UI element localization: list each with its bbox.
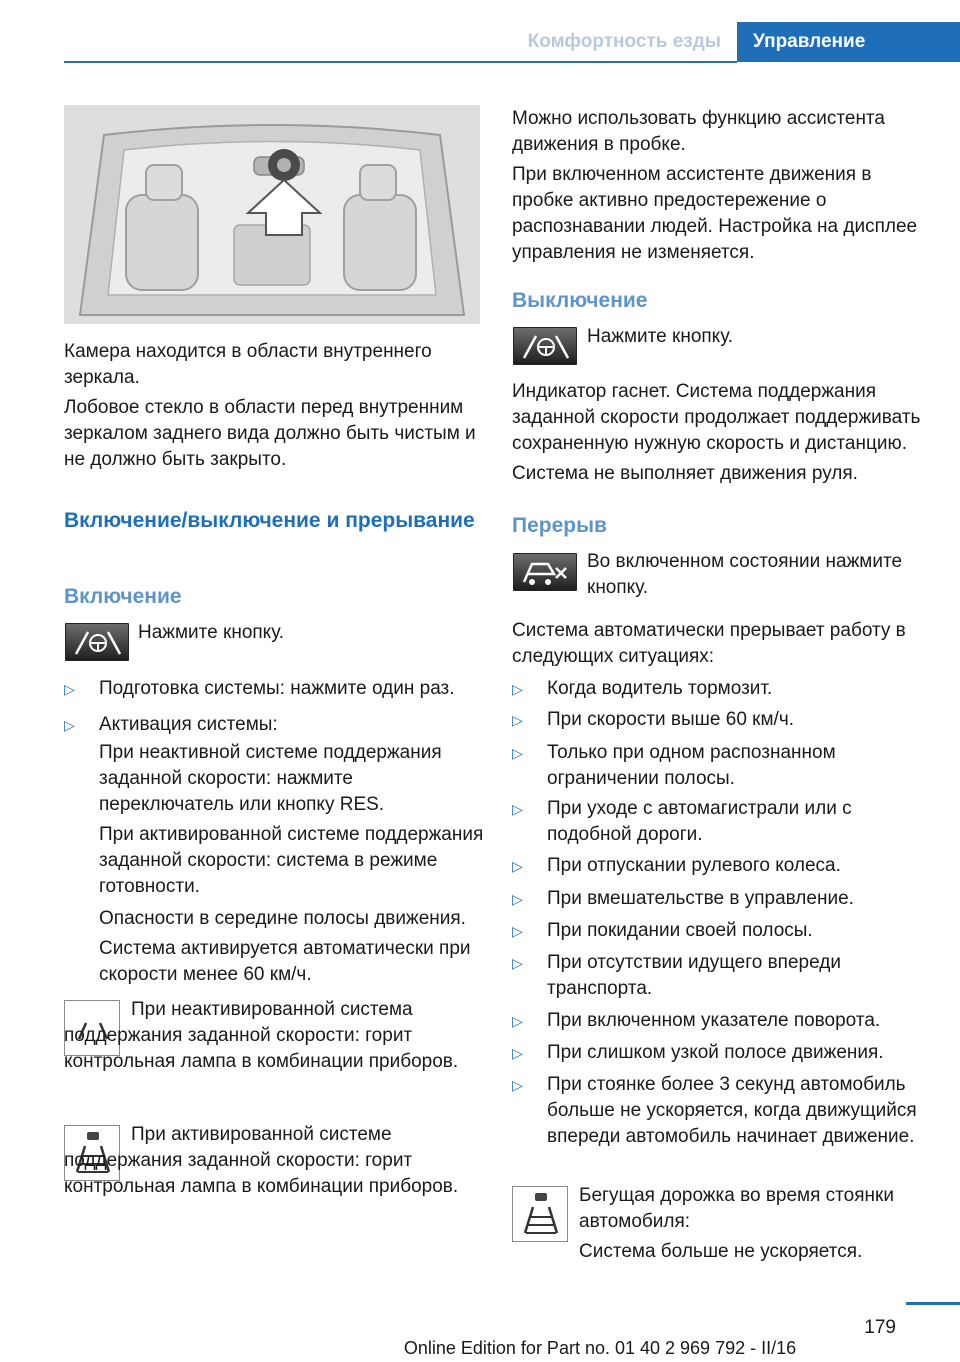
page-number: 179 <box>864 1317 896 1338</box>
bullet-triangle-icon: ▷ <box>64 681 75 697</box>
heading-on-off-pause: Включение/выключение и прерывание <box>64 509 475 532</box>
traffic-assist-warning-text: При включенном ассистенте движения в пробке активно предостережение о распознавании людей. Настройка на дисплее управления не изменяется. <box>512 164 918 263</box>
windshield-camera-photo <box>64 105 480 324</box>
steering-assist-off-button-icon <box>513 327 577 365</box>
activation-text-3: Опасности в середине полосы движения. <box>99 908 466 929</box>
auto-interrupt-text: Система автоматически прерывает работу в следующих ситуациях: <box>512 620 906 667</box>
bullet-triangle-icon: ▷ <box>512 891 523 907</box>
activation-text-1: При неактивной системе поддержания заданной скорости: нажмите переключатель или кнопку RES. <box>99 742 442 815</box>
bullet-triangle-icon: ▷ <box>512 712 523 728</box>
edition-footer: Online Edition for Part no. 01 40 2 969 792 - II/16 <box>403 1338 797 1358</box>
bullet-triangle-icon: ▷ <box>512 1045 523 1061</box>
pause-press-text: Во включенном состоянии нажмите кнопку. <box>587 551 903 598</box>
camera-caption-2: Лобовое стекло в области перед внутренним зеркалом заднего вида должно быть чистым и не должно быть закрыто. <box>64 397 476 470</box>
bullet-triangle-icon: ▷ <box>512 681 523 697</box>
no-steering-text: Система не выполняет движения руля. <box>512 463 858 484</box>
indicator-off-text: Индикатор гаснет. Система поддержания заданной скорости продолжает поддерживать сохраненную нужную скорость и дистанцию. <box>512 381 921 454</box>
indicator-active-text: При активированной системе поддержания заданной скорости: горит контрольная лампа в комбинации приборов. <box>64 1124 459 1197</box>
windshield-illustration <box>64 105 480 324</box>
heading-pause: Перерыв <box>512 514 607 537</box>
header-chapter: Управление <box>737 22 960 62</box>
press-button-off: Нажмите кнопку. <box>587 326 734 347</box>
bullet-triangle-icon: ▷ <box>512 1013 523 1029</box>
bullet-triangle-icon: ▷ <box>512 955 523 971</box>
page-header <box>0 22 960 62</box>
bullet-triangle-icon: ▷ <box>64 717 75 733</box>
heading-switch-on: Включение <box>64 585 182 608</box>
bullet-triangle-icon: ▷ <box>512 745 523 761</box>
traffic-assist-text: Можно использовать функцию ассистента движения в пробке. <box>512 108 885 155</box>
bullet-triangle-icon: ▷ <box>512 1077 523 1093</box>
bullet-triangle-icon: ▷ <box>512 858 523 874</box>
press-button-on: Нажмите кнопку. <box>138 622 285 643</box>
stop-and-go-indicator-icon <box>512 1186 568 1242</box>
camera-caption-1: Камера находится в области внутреннего зеркала. <box>64 341 432 388</box>
activation-text-2: При активированной системе поддержания заданной скорости: система в режиме готовности. <box>99 824 484 897</box>
footer-rule <box>906 1302 960 1305</box>
header-section: Комфортность езды <box>527 31 721 52</box>
stop-and-go-text: Бегущая дорожка во время стоянки автомобиля: <box>579 1185 894 1232</box>
indicator-inactive-text: При неактивированной система поддержания заданной скорости: горит контрольная лампа в комбинации приборов. <box>64 999 459 1072</box>
header-rule <box>64 61 737 63</box>
bullet-triangle-icon: ▷ <box>512 801 523 817</box>
pause-button-icon <box>513 553 577 591</box>
activation-text-4: Система активируется автоматически при скорости менее 60 км/ч. <box>99 938 471 985</box>
steering-assist-button-icon <box>65 623 129 661</box>
bullet-triangle-icon: ▷ <box>512 923 523 939</box>
heading-switch-off: Выключение <box>512 289 648 312</box>
no-acceleration-text: Система больше не ускоряется. <box>579 1241 863 1262</box>
